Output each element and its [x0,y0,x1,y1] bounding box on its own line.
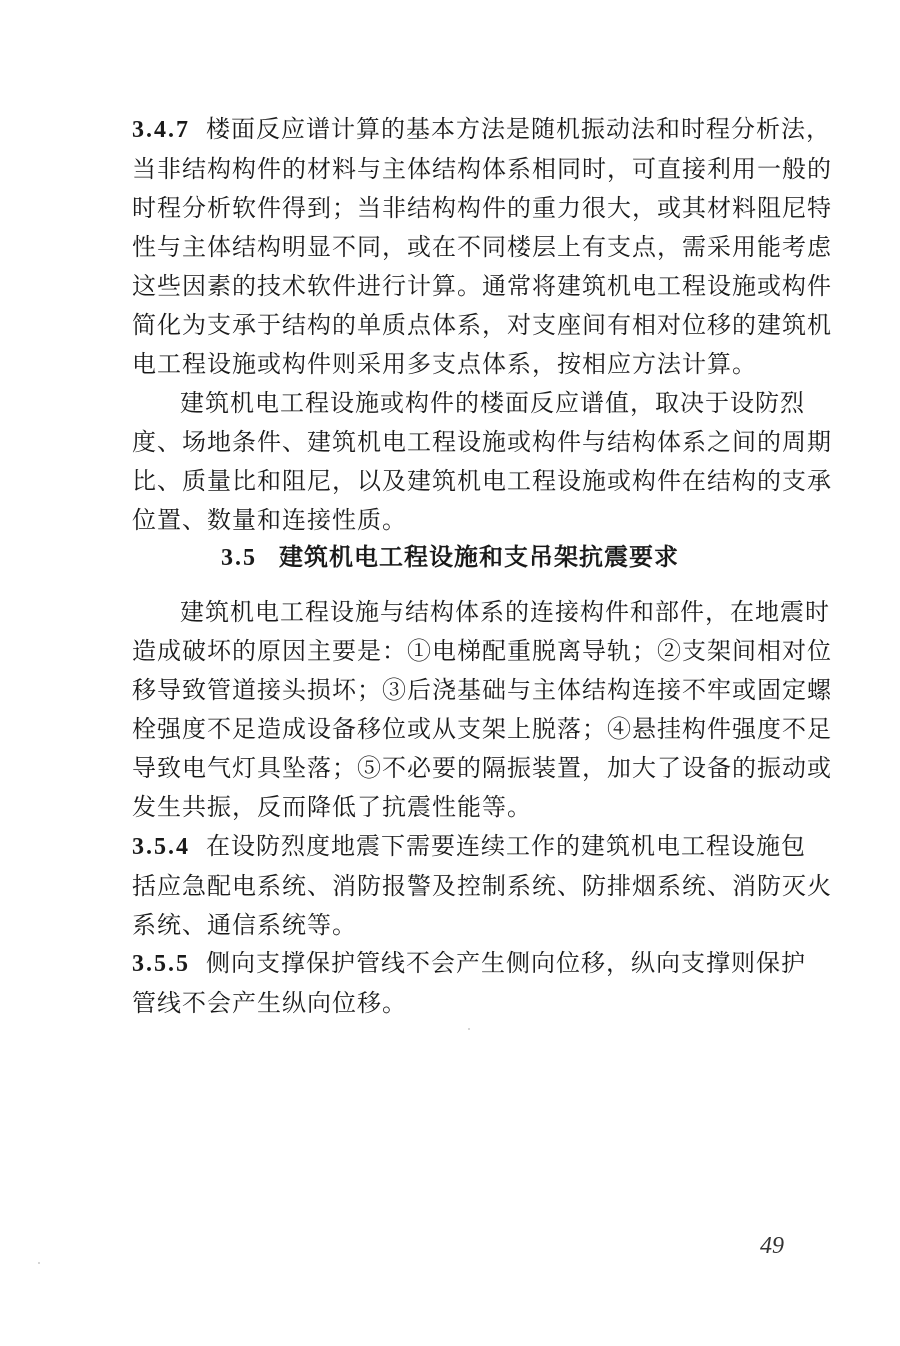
intro-line-5: 导致电气灯具坠落；⑤不必要的隔振装置，加大了设备的振动或 [132,754,832,782]
section-number: 3.5 [221,545,257,571]
clause-3-4-7 [132,110,832,540]
clause-3-5-4-line-2: 括应急配电系统、消防报警及控制系统、防排烟系统、消防灭火 [132,872,832,900]
clause-3-4-7-line-5: 这些因素的技术软件进行计算。通常将建筑机电工程设施或构件 [132,272,832,300]
intro-line-6: 发生共振，反而降低了抗震性能等。 [132,793,532,821]
clause-3-4-7-line-4: 性与主体结构明显不同，或在不同楼层上有支点，需采用能考虑 [132,233,832,261]
page-number: 49 [760,1233,784,1259]
section-3-5-intro [132,593,832,827]
clause-3-4-7-line-7: 电工程设施或构件则采用多支点体系，按相应方法计算。 [132,350,757,378]
clause-3-4-7-line-2: 当非结构构件的材料与主体结构体系相同时，可直接利用一般的 [132,155,832,183]
intro-line-1: 建筑机电工程设施与结构体系的连接构件和部件，在地震时 [180,598,830,626]
section-heading-3-5 [0,537,900,578]
intro-line-4: 栓强度不足造成设备移位或从支架上脱落；④悬挂构件强度不足 [132,715,832,743]
paragraph-2-line-1: 建筑机电工程设施或构件的楼面反应谱值，取决于设防烈 [180,389,805,417]
intro-line-2: 造成破坏的原因主要是：①电梯配重脱离导轨；②支架间相对位 [132,637,832,665]
clause-text: 楼面反应谱计算的基本方法是随机振动法和时程分析法， [206,115,831,143]
paragraph-2-line-3: 比、质量比和阻尼，以及建筑机电工程设施或构件在结构的支承 [132,467,832,495]
paragraph-2-line-4: 位置、数量和连接性质。 [132,506,407,534]
clause-3-4-7-line-6: 简化为支承于结构的单质点体系，对支座间有相对位移的建筑机 [132,311,832,339]
clause-3-4-7-line-1 [132,110,831,150]
clause-3-5-5-line-2: 管线不会产生纵向位移。 [132,989,407,1017]
clause-3-4-7-line-3: 时程分析软件得到；当非结构构件的重力很大，或其材料阻尼特 [132,194,832,222]
clause-3-5-4 [132,827,832,945]
scan-speck [468,1028,470,1030]
clause-text: 侧向支撑保护管线不会产生侧向位移，纵向支撑则保护 [206,949,806,977]
clause-3-5-4-line-3: 系统、通信系统等。 [132,911,357,939]
paragraph-2-line-2: 度、场地条件、建筑机电工程设施或构件与结构体系之间的周期 [132,428,832,456]
section-title: 建筑机电工程设施和支吊架抗震要求 [279,543,679,571]
scan-speck [38,1262,40,1264]
intro-line-3: 移导致管道接头损坏；③后浇基础与主体结构连接不牢或固定螺 [132,676,832,704]
clause-text: 在设防烈度地震下需要连续工作的建筑机电工程设施包 [206,832,806,860]
clause-number: 3.5.4 [132,834,190,860]
clause-number: 3.5.5 [132,951,190,977]
clause-3-5-5-line-1 [132,944,820,984]
clause-3-5-4-line-1 [132,827,820,867]
clause-3-5-5 [132,944,820,1023]
clause-number: 3.4.7 [132,117,190,143]
